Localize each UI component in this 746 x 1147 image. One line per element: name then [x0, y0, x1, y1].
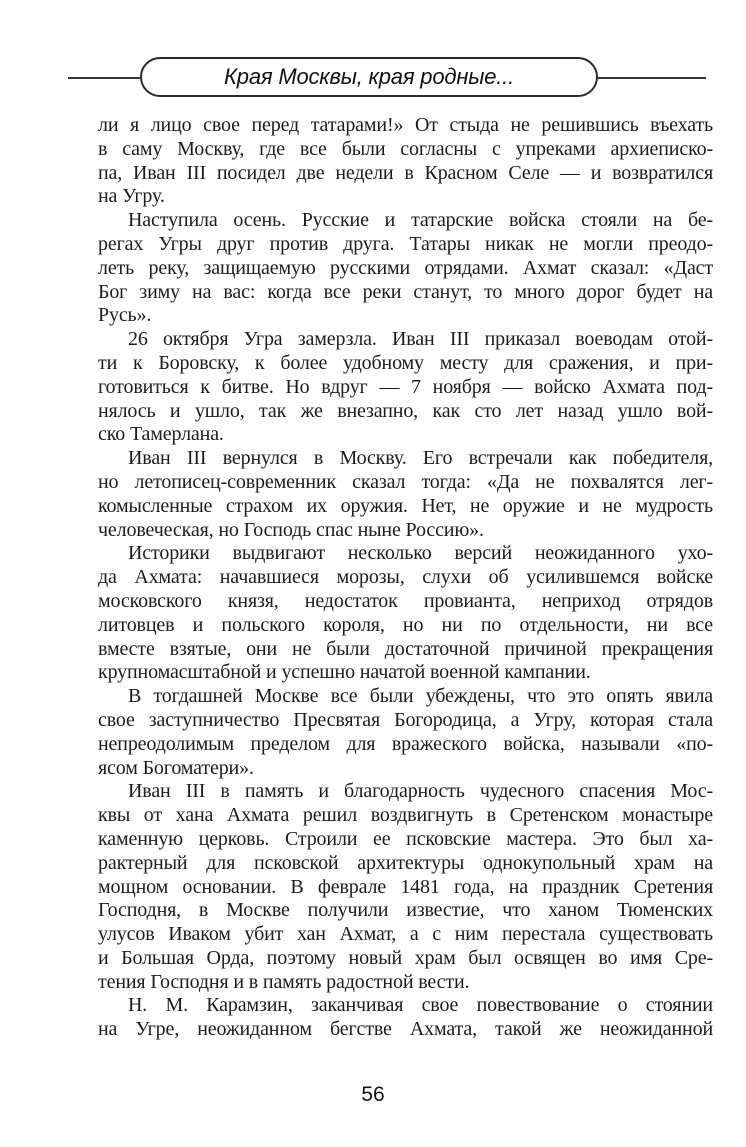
text-line: ти к Боровску, к более удобному месту для сражения, и при-: [98, 351, 713, 374]
text-line: регах Угры друг против друга. Татары никак не могли преодо-: [98, 232, 713, 255]
text-line: комысленные страхом их оружия. Нет, не оружие и не мудрость: [98, 494, 713, 517]
paragraph: [98, 328, 713, 447]
text-line: па, Иван III посидел две недели в Красном Селе — и возвратился: [98, 161, 713, 184]
text-line: Наступила осень. Русские и татарские войска стояли на бе-: [128, 209, 713, 232]
header-rule-right: [596, 77, 706, 79]
text-line: ско Тамерлана.: [98, 423, 224, 446]
text-line: свое заступничество Пресвятая Богородица, а Угру, которая стала: [98, 708, 713, 731]
paragraph: [98, 447, 713, 542]
text-line: и Большая Орда, поэтому новый храм был освящен во имя Сре-: [98, 946, 713, 969]
paragraph: [98, 209, 713, 328]
text-line: но летописец-современник сказал тогда: «Да не похвалятся лег-: [98, 470, 713, 493]
text-line: Н. М. Карамзин, заканчивая свое повествование о стоянии: [128, 994, 713, 1017]
text-line: Историки выдвигают несколько версий неожиданного ухо-: [128, 542, 713, 565]
text-line: Русь».: [98, 304, 152, 327]
text-line: Иван III вернулся в Москву. Его встречали как победителя,: [128, 447, 713, 470]
text-line: леть реку, защищаемую русскими отрядами. Ахмат сказал: «Даст: [98, 256, 713, 279]
text-line: человеческая, но Господь спас ныне Россию».: [98, 518, 484, 541]
text-line: на Угру.: [98, 185, 165, 208]
paragraph: [98, 685, 713, 780]
text-line: ясом Богоматери».: [98, 756, 254, 779]
text-line: мощном основании. В феврале 1481 года, на праздник Сретения: [98, 875, 713, 898]
text-line: крупномасштабной и успешно начатой военной кампании.: [98, 661, 591, 684]
text-line: московского князя, недостаток провианта, неприход отрядов: [98, 589, 713, 612]
text-line: рактерный для псковской архитектуры однокупольный храм на: [98, 851, 713, 874]
header-rule-left: [68, 77, 142, 79]
paragraph: [98, 542, 713, 685]
text-line: ли я лицо свое перед татарами!» От стыда не решившись въехать: [98, 114, 713, 136]
text-line: тения Господня и в память радостной вести.: [98, 970, 470, 993]
page-number: 56: [361, 1083, 385, 1106]
text-line: улусов Иваком убит хан Ахмат, а с ним перестала существовать: [98, 923, 713, 946]
page-body-text: [98, 114, 713, 1042]
paragraph: [98, 780, 713, 994]
text-line: Иван III в память и благодарность чудесного спасения Мос-: [128, 780, 713, 803]
running-header-title: Края Москвы, края родные...: [224, 64, 514, 89]
paragraph: [98, 994, 713, 1042]
text-line: нялось и ушло, так же внезапно, как сто лет назад ушло вой-: [98, 399, 713, 422]
text-line: Господня, в Москве получили известие, что ханом Тюменских: [98, 899, 713, 922]
text-line: Бог зиму на вас: когда все реки станут, то много дорог будет на: [98, 280, 713, 303]
text-line: непреодолимым пределом для вражеского войска, называли «по-: [98, 732, 713, 755]
text-line: квы от хана Ахмата решил воздвигнуть в Сретенском монастыре: [98, 804, 713, 827]
running-header: [140, 57, 598, 97]
text-line: В тогдашней Москве все были убеждены, что это опять явила: [128, 685, 713, 708]
text-line: 26 октября Угра замерзла. Иван III приказал воеводам отой-: [128, 328, 713, 351]
text-line: вместе взятые, они не были достаточной причиной прекращения: [98, 637, 713, 660]
text-line: литовцев и польского короля, но ни по отдельности, ни все: [98, 613, 713, 636]
text-line: на Угре, неожиданном бегстве Ахмата, такой же неожиданной: [98, 1018, 713, 1041]
text-line: каменную церковь. Строили ее псковские мастера. Это был ха-: [98, 827, 713, 850]
text-line: в саму Москву, где все были согласны с упреками архиеписко-: [98, 137, 713, 160]
paragraph: [98, 114, 713, 209]
text-line: да Ахмата: начавшиеся морозы, слухи об усилившемся войске: [98, 566, 713, 589]
text-line: готовиться к битве. Но вдруг — 7 ноября — войско Ахмата под-: [98, 375, 713, 398]
